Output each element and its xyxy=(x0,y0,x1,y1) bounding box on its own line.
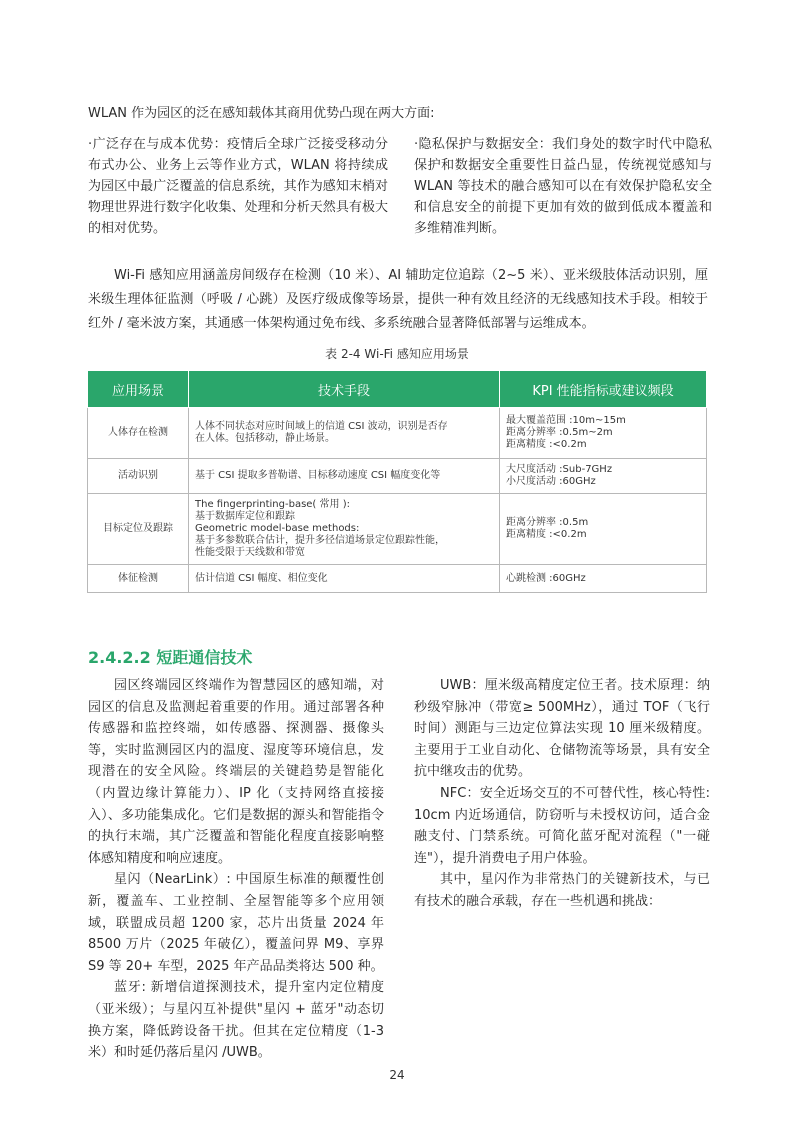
header-scene: 应用场景 xyxy=(88,371,189,408)
wifi-sensing-table xyxy=(87,370,707,593)
cell-tech xyxy=(189,459,500,494)
table-row xyxy=(88,459,707,494)
advantage-left-text: ·广泛存在与成本优势：疫情后全球广泛接受移动分布式办公、业务上云等作业方式，WLAN 将持续成为园区中最广泛覆盖的信息系统，其作为感知末梢对物理世界进行数字化收集、处理和分析天然具有极大的相对优势。 xyxy=(88,137,388,236)
bluetooth-paragraph: 蓝牙: 新增信道探测技术，提升室内定位精度（亚米级）；与星闪互补提供"星闪 + 蓝牙"动态切换方案，降低跨设备干扰。但其在定位精度（1-3 米）和时延仍落后星闪 /UWB。 xyxy=(88,980,384,1061)
tech-line: 性能受限于天线数和带宽 xyxy=(195,547,305,558)
table-row xyxy=(88,408,707,459)
kpi-line: 心跳检测 :60GHz xyxy=(506,572,586,584)
kpi-line: 最大覆盖范围 :10m~15m xyxy=(506,415,626,426)
tech-line: 人体不同状态对应时间域上的信道 CSI 波动，识别是否存 xyxy=(195,421,448,432)
cell-scene: 体征检测 xyxy=(88,565,189,593)
header-tech: 技术手段 xyxy=(189,371,500,408)
cell-tech xyxy=(189,408,500,459)
tech-line: The fingerprinting-base( 常用 ): xyxy=(195,499,350,510)
header-kpi: KPI 性能指标或建议频段 xyxy=(500,371,707,408)
table-row xyxy=(88,565,707,593)
cell-tech xyxy=(189,494,500,565)
uwb-paragraph: UWB：厘米级高精度定位王者。技术原理：纳秒级窄脉冲（带宽≥ 500MHz），通过 TOF（飞行时间）测距与三边定位算法实现 10 厘米级精度。主要用于工业自动化、仓储物流等场景，具有安全抗中继攻击的优势。 xyxy=(414,678,710,780)
cell-scene: 人体存在检测 xyxy=(88,408,189,459)
kpi-line: 距离分辨率 :0.5m~2m xyxy=(506,427,613,438)
kpi-line: 大尺度活动 :Sub-7GHz xyxy=(506,464,613,475)
summary-paragraph: 其中，星闪作为非常热门的关键新技术，与已有技术的融合承载，存在一些机遇和挑战： xyxy=(414,872,710,909)
intro-text: WLAN 作为园区的泛在感知载体其商用优势凸现在两大方面: xyxy=(88,106,435,121)
kpi-line: 距离分辨率 :0.5m xyxy=(506,517,589,528)
section-left-column xyxy=(88,675,384,1064)
cell-scene: 活动识别 xyxy=(88,459,189,494)
advantage-right-text: ·隐私保护与数据安全：我们身处的数字时代中隐私保护和数据安全重要性日益凸显，传统视觉感知与 WLAN 等技术的融合感知可以在有效保护隐私安全和信息安全的前提下更加有效的做到低成本覆盖和多维精准判断。 xyxy=(414,137,712,236)
nearlink-paragraph: 星闪（NearLink）: 中国原生标准的颠覆性创新，覆盖车、工业控制、全屋智能等多个应用领域，联盟成员超 1200 家，芯片出货量 2024 年 8500 万片（2025 年破亿），覆盖问界 M9、享界 S9 等 20+ 车型，2025 年产品品类将达 500 种。 xyxy=(88,872,384,974)
cell-scene: 目标定位及跟踪 xyxy=(88,494,189,565)
table-caption: 表 2-4 Wi-Fi 感知应用场景 xyxy=(325,347,469,361)
terminal-paragraph: 园区终端园区终端作为智慧园区的感知端，对园区的信息及监测起着重要的作用。通过部署各种传感器和监控终端，如传感器、探测器、摄像头等，实时监测园区内的温度、湿度等环境信息，发现潜在的安全风险。终端层的关键趋势是智能化（内置边缘计算能力）、IP 化（支持网络直接接入）、多功能集成化。它们是数据的源头和智能指令的执行末端，其广泛覆盖和智能化程度直接影响整体感知精度和响应速度。 xyxy=(88,678,384,866)
table-header-row xyxy=(88,371,707,408)
tech-line: 在人体。包括移动，静止场景。 xyxy=(195,433,335,444)
tech-line: 基于多参数联合估计，提升多径信道场景定位跟踪性能， xyxy=(195,535,445,546)
advantage-left xyxy=(88,134,388,239)
advantage-right xyxy=(414,134,712,239)
cell-kpi xyxy=(500,459,707,494)
kpi-line: 距离精度 :<0.2m xyxy=(506,439,587,450)
tech-line: Geometric model-base methods: xyxy=(195,523,360,534)
section-right-column xyxy=(414,675,710,913)
kpi-line: 距离精度 :<0.2m xyxy=(506,529,587,540)
tech-line: 估计信道 CSI 幅度、相位变化 xyxy=(195,572,328,584)
cell-kpi xyxy=(500,408,707,459)
wifi-sensing-paragraph: Wi-Fi 感知应用涵盖房间级存在检测（10 米）、AI 辅助定位追踪（2~5 米）、亚米级肢体活动识别，厘米级生理体征监测（呼吸 / 心跳）及医疗级成像等场景，提供一种有效且经济的无线感知技术手段。相较于红外 / 毫米波方案，其通感一体架构通过免布线、多系统融合显著降低部署与运维成本。 xyxy=(88,268,708,331)
cell-kpi xyxy=(500,494,707,565)
tech-line: 基于 CSI 提取多普勒谱、目标移动速度 CSI 幅度变化等 xyxy=(195,470,441,481)
table-row xyxy=(88,494,707,565)
cell-tech xyxy=(189,565,500,593)
section-title: 2.4.2.2 短距通信技术 xyxy=(88,648,253,667)
kpi-line: 小尺度活动 :60GHz xyxy=(506,476,596,487)
tech-line: 基于数据库定位和跟踪 xyxy=(195,511,295,522)
cell-kpi xyxy=(500,565,707,593)
page-number: 24 xyxy=(389,1068,405,1082)
nfc-paragraph: NFC：安全近场交互的不可替代性，核心特性: 10cm 内近场通信，防窃听与未授权访问，适合金融支付、门禁系统。可简化蓝牙配对流程（"一碰连"），提升消费电子用户体验。 xyxy=(414,785,710,866)
